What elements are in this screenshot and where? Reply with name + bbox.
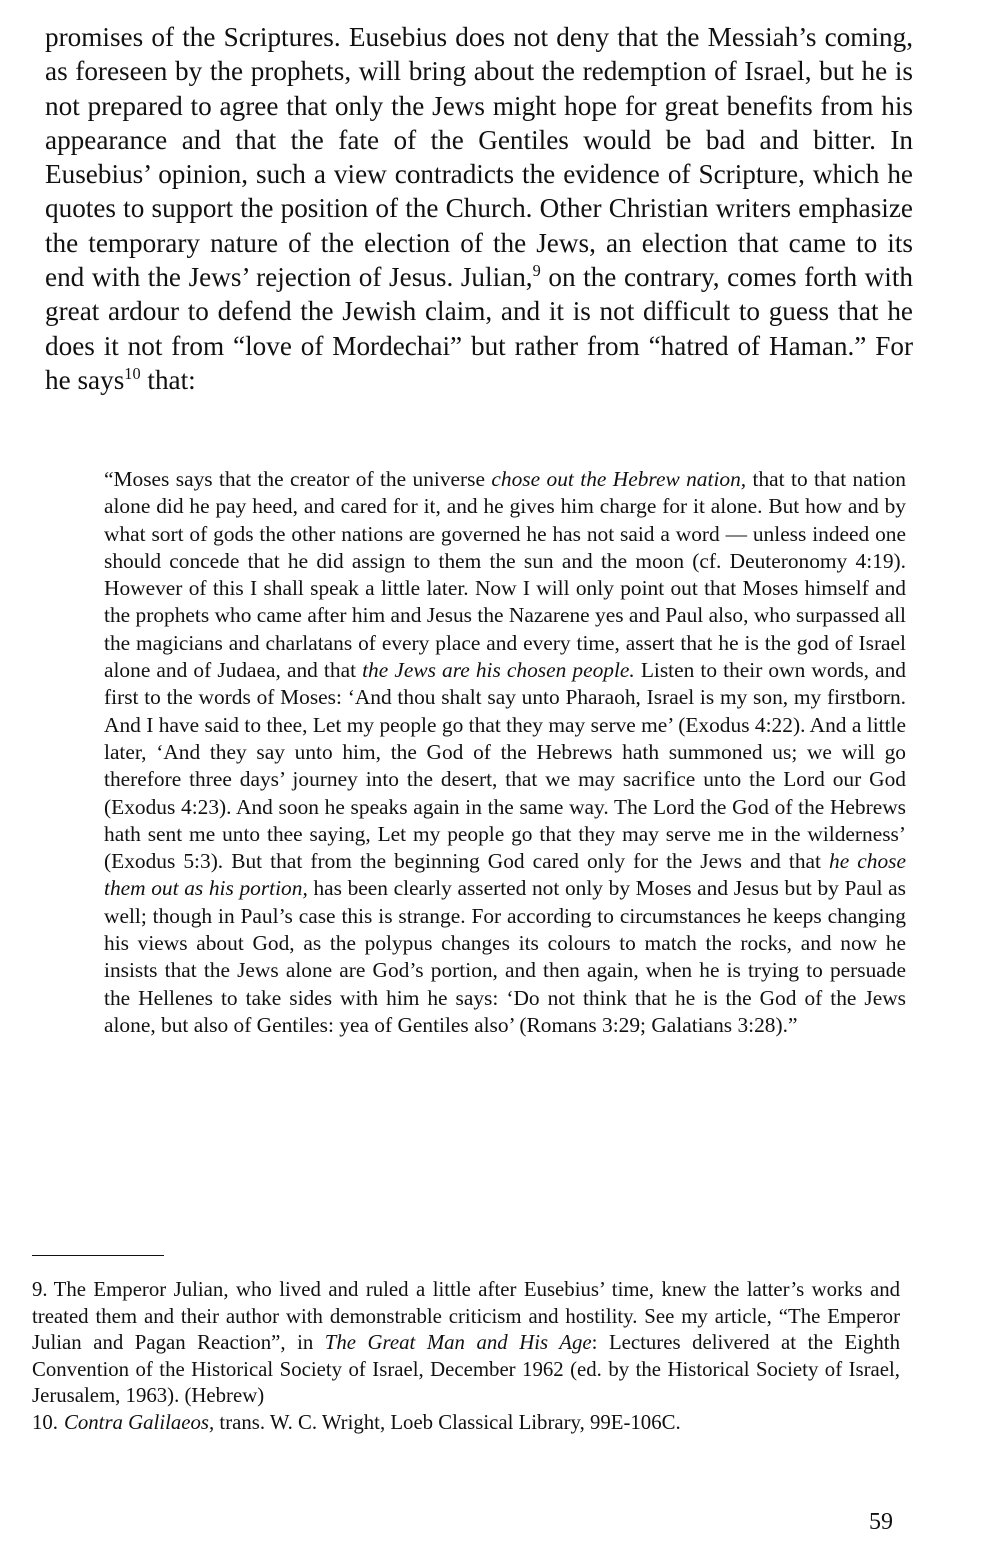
footnote-10: [32, 1410, 900, 1437]
quote-text-1: “Moses says that the creator of the universe: [104, 467, 492, 491]
footnote-10-number: 10.: [32, 1410, 58, 1434]
main-paragraph-text-3: that:: [140, 364, 196, 395]
footnote-ref-9: 9: [532, 261, 541, 281]
quote-italic-3: he chose them out as his portion,: [104, 849, 906, 901]
quote-text-3: Listen to their own words, and first to the words of Moses: ‘And thou shalt say unto Pharaoh, Israel is my son, my firstborn. And I have said to thee, Let my people go that they may serve me’ (Exodus 4:22). And a little later, ‘And they say unto him, the God of the Hebrews hath summoned us; we will go therefore three days’ journey into the desert, that we may sacrifice unto the Lord our God (Exodus 4:23). And soon he speaks again in the same way. The Lord the God of the Hebrews hath sent me unto thee saying, Let my people go that they may serve me in the wilderness’ (Exodus 5:3). But that from the beginning God cared only for the Jews and that: [104, 658, 906, 874]
footnote-ref-10: 10: [124, 363, 141, 383]
quote-text-4: has been clearly asserted not only by Moses and Jesus but by Paul as well; though in Paul’s case this is strange. For according to circumstances he keeps changing his views about God, as the polypus changes its colours to match the rocks, and now he insists that the Jews alone are God’s portion, and then again, when he is trying to persuade the Hellenes to take sides with him he says: ‘Do not think that he is the God of the Jews alone, but also of Gentiles: yea of Gentiles also’ (Romans 3:29; Galatians 3:28).”: [104, 876, 906, 1037]
main-paragraph: [45, 20, 913, 397]
main-paragraph-text-1: promises of the Scriptures. Eusebius does not deny that the Messiah’s coming, as foreseen by the prophets, will bring about the redemption of Israel, but he is not prepared to agree that only the Jews might hope for great benefits from his appearance and that the fate of the Gentiles would be bad and bitter. In Eusebius’ opinion, such a view contradicts the evidence of Scripture, which he quotes to support the position of the Church. Other Christian writers emphasize the temporary nature of the election of the Jews, an election that came to its end with the Jews’ rejection of Jesus. Julian,: [45, 22, 913, 293]
footnote-9-text-1: The Emperor Julian, who lived and ruled a little after Eusebius’ time, knew the latter’s works and treated them and their author with demonstrable criticism and hostility. See my article, “The Emperor Julian and Pagan Reaction”, in: [32, 1278, 900, 1355]
quote-italic-1: chose out the Hebrew nation,: [491, 467, 747, 491]
footnote-9-number: 9.: [32, 1278, 48, 1301]
footnote-9-title: The Great Man and His Age: [324, 1331, 592, 1355]
footnote-9: [32, 1277, 900, 1410]
page-number: 59: [869, 1509, 893, 1535]
footnote-9-text-2: : Lectures delivered at the Eighth Convention of the Historical Society of Israel, December 1962 (ed. by the Historical Society of Israel, Jerusalem, 1963). (Hebrew): [32, 1331, 900, 1408]
quote-text-2: that to that nation alone did he pay heed, and cared for it, and he gives him charge for it alone. But how and by what sort of gods the other nations are governed he has not said a word — unless indeed one should concede that he did assign to them the sun and the moon (cf. Deuteronomy 4:19). However of this I shall speak a little later. Now I will only point out that Moses himself and the prophets who came after him and Jesus the Nazarene yes and Paul also, who surpassed all the magicians and charlatans of every place and every time, assert that he is the god of Israel alone and of Judaea, and that: [104, 467, 907, 683]
block-quote: [104, 466, 906, 1039]
footnote-10-title: Contra Galilaeos,: [64, 1410, 215, 1434]
footnote-10-text: trans. W. C. Wright, Loeb Classical Library, 99E-106C.: [214, 1410, 681, 1434]
footnotes: [32, 1277, 900, 1437]
main-paragraph-text-2: on the contrary, comes forth with great ardour to defend the Jewish claim, and it is not difficult to guess that he does it not from “love of Mordechai” but rather from “hatred of Haman.” For he says: [45, 262, 913, 395]
footnote-separator: [32, 1255, 164, 1256]
quote-italic-2: the Jews are his chosen people.: [362, 658, 635, 683]
